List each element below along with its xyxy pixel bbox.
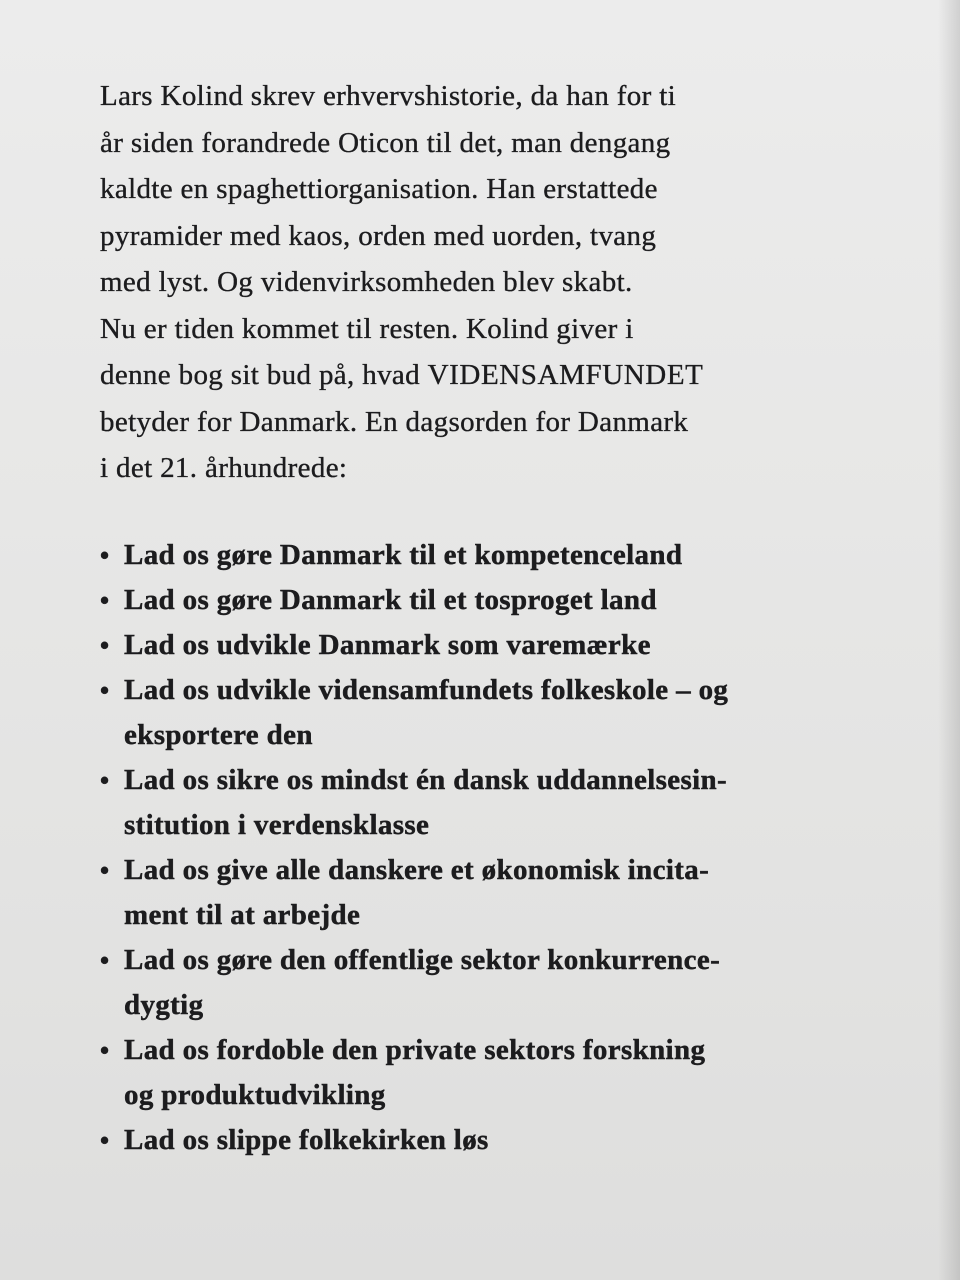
emphasis-word: VIDENSAMFUNDET <box>427 359 704 391</box>
bullet-icon: • <box>100 1036 110 1065</box>
page-edge-shadow <box>938 0 960 1280</box>
list-item-text: Lad os gøre den offentlige sektor konkurrence- <box>124 944 721 976</box>
bullet-icon: • <box>100 541 110 570</box>
intro-paragraph <box>100 73 860 492</box>
bullet-icon: • <box>100 766 110 795</box>
intro-line-start: denne bog sit bud på, hvad <box>100 359 420 391</box>
intro-line: år siden forandrede Oticon til det, man dengang <box>100 126 671 159</box>
list-item-text: Lad os give alle danskere et økonomisk incita- <box>124 854 710 886</box>
intro-line: i det 21. århundrede: <box>100 452 348 484</box>
intro-line-with-emphasis <box>100 352 860 399</box>
list-item <box>100 938 880 1028</box>
list-item-text: Lad os udvikle vidensamfundets folkeskole – og <box>124 674 729 706</box>
list-item <box>100 623 880 668</box>
list-item-text-continued: stitution i verdensklasse <box>124 809 430 841</box>
bullet-icon: • <box>100 946 110 975</box>
list-item <box>100 578 880 623</box>
bullet-icon: • <box>100 586 110 615</box>
list-item-text-continued: og produktudvikling <box>124 1079 386 1111</box>
list-item-text: Lad os gøre Danmark til et tosproget land <box>124 584 657 616</box>
list-item-text-continued: eksportere den <box>124 719 313 751</box>
list-item <box>100 848 880 938</box>
list-item <box>100 758 880 848</box>
list-item-text-continued: ment til at arbejde <box>124 899 361 931</box>
list-item-text-continued: dygtig <box>124 989 204 1021</box>
intro-line: Lars Kolind skrev erhvervshistorie, da han for ti <box>100 80 677 112</box>
intro-line: kaldte en spaghettiorganisation. Han erstattede <box>100 173 658 205</box>
list-item <box>100 1118 880 1163</box>
list-item-text: Lad os gøre Danmark til et kompetenceland <box>124 539 683 571</box>
list-item <box>100 533 880 578</box>
agenda-list <box>100 533 880 1163</box>
list-item-text: Lad os sikre os mindst én dansk uddannelsesin- <box>124 764 728 796</box>
bullet-icon: • <box>100 856 110 885</box>
list-item <box>100 668 880 758</box>
intro-line: med lyst. Og videnvirksomheden blev skabt. <box>100 266 633 298</box>
bullet-icon: • <box>100 676 110 705</box>
intro-line: pyramider med kaos, orden med uorden, tvang <box>100 219 657 252</box>
intro-line: betyder for Danmark. En dagsorden for Danmark <box>100 405 689 438</box>
list-item-text: Lad os fordoble den private sektors forskning <box>124 1034 706 1066</box>
intro-line: Nu er tiden kommet til resten. Kolind giver i <box>100 312 634 345</box>
list-item-text: Lad os slippe folkekirken løs <box>124 1124 489 1156</box>
list-item-text: Lad os udvikle Danmark som varemærke <box>124 629 651 661</box>
list-item <box>100 1028 880 1118</box>
bullet-icon: • <box>100 1126 110 1155</box>
bullet-icon: • <box>100 631 110 660</box>
